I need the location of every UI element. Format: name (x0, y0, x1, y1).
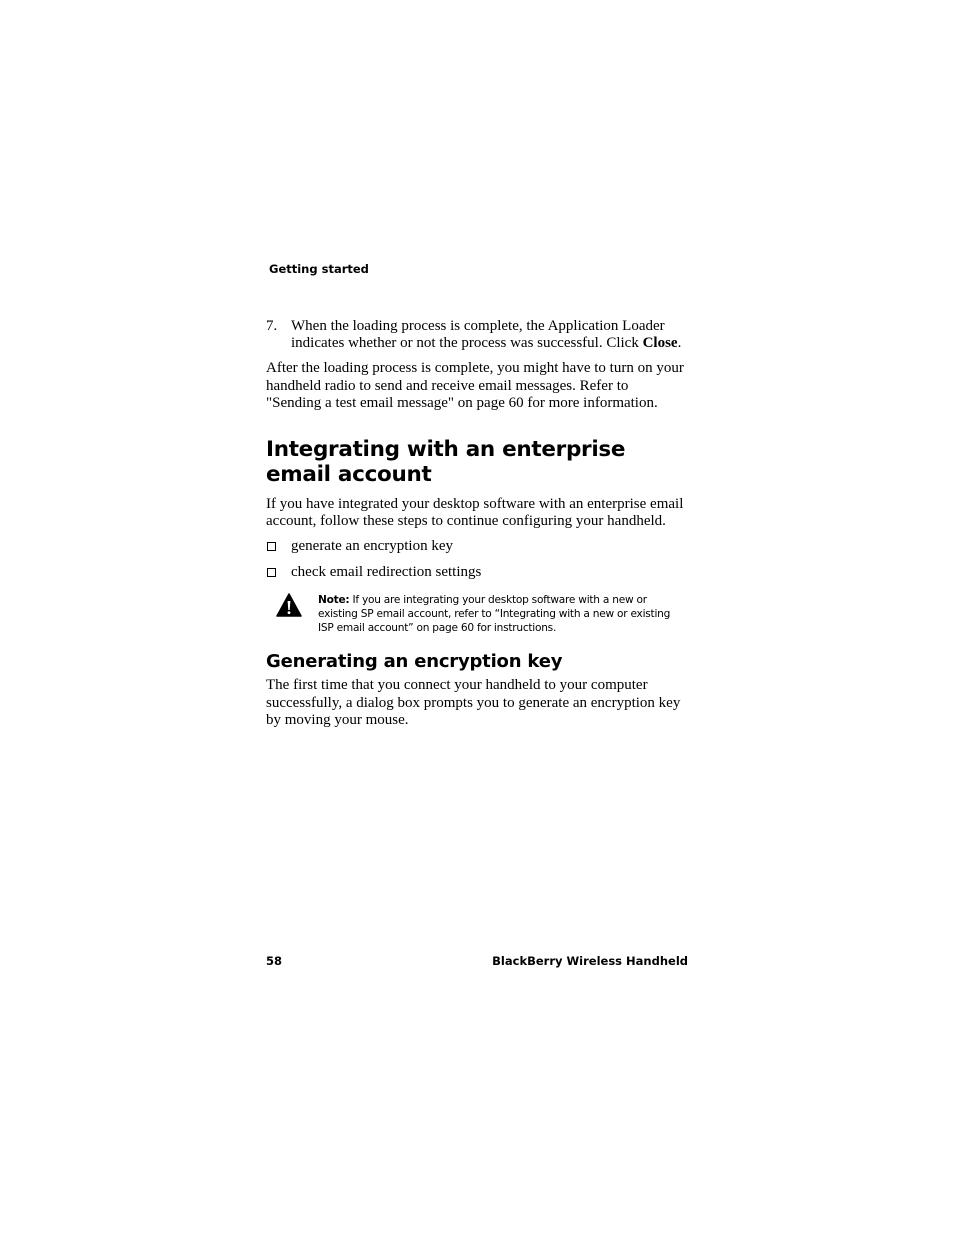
list-item (266, 564, 696, 581)
step-text (291, 318, 686, 352)
warning-icon (266, 593, 318, 636)
step-text-after: . (677, 335, 682, 352)
page-number: 58 (266, 954, 283, 968)
list-item-text: check email redirection settings (291, 563, 482, 580)
list-item-text: generate an encryption key (291, 538, 454, 555)
note-body: If you are integrating your desktop software with a new or existing SP email account, refer to “Integrating with a new or existing ISP email account” on page 60 for instructions. (318, 593, 671, 635)
step-number: 7. (266, 318, 278, 334)
note-label: Note: (318, 593, 350, 606)
step-7 (266, 318, 696, 352)
section-intro-paragraph: If you have integrated your desktop software with an enterprise email account, follow these steps to continue configuring your handheld. (266, 496, 684, 530)
close-button-label: Close (642, 335, 678, 352)
page-content (266, 318, 696, 729)
subsection-paragraph: The first time that you connect your handheld to your computer successfully, a dialog box prompts you to generate an encryption key by moving your mouse. (266, 677, 681, 728)
section-heading: Integrating with an enterprise email account (266, 437, 626, 488)
after-loading-paragraph: After the loading process is complete, you might have to turn on your handheld radio to send and receive email messages. Refer to "Sending a test email message" on page 60 for more information. (266, 360, 684, 411)
step-text-before: When the loading process is complete, the Application Loader indicates whether or not the process was successful. Click (291, 318, 665, 352)
note-callout (266, 593, 696, 636)
checkbox-bullet-icon (266, 538, 291, 555)
running-header: Getting started (269, 262, 369, 276)
list-item (266, 538, 696, 555)
note-text (318, 593, 688, 636)
footer-book-title: BlackBerry Wireless Handheld (492, 954, 688, 968)
checkbox-bullet-icon (266, 564, 291, 581)
subsection-heading: Generating an encryption key (266, 651, 563, 673)
